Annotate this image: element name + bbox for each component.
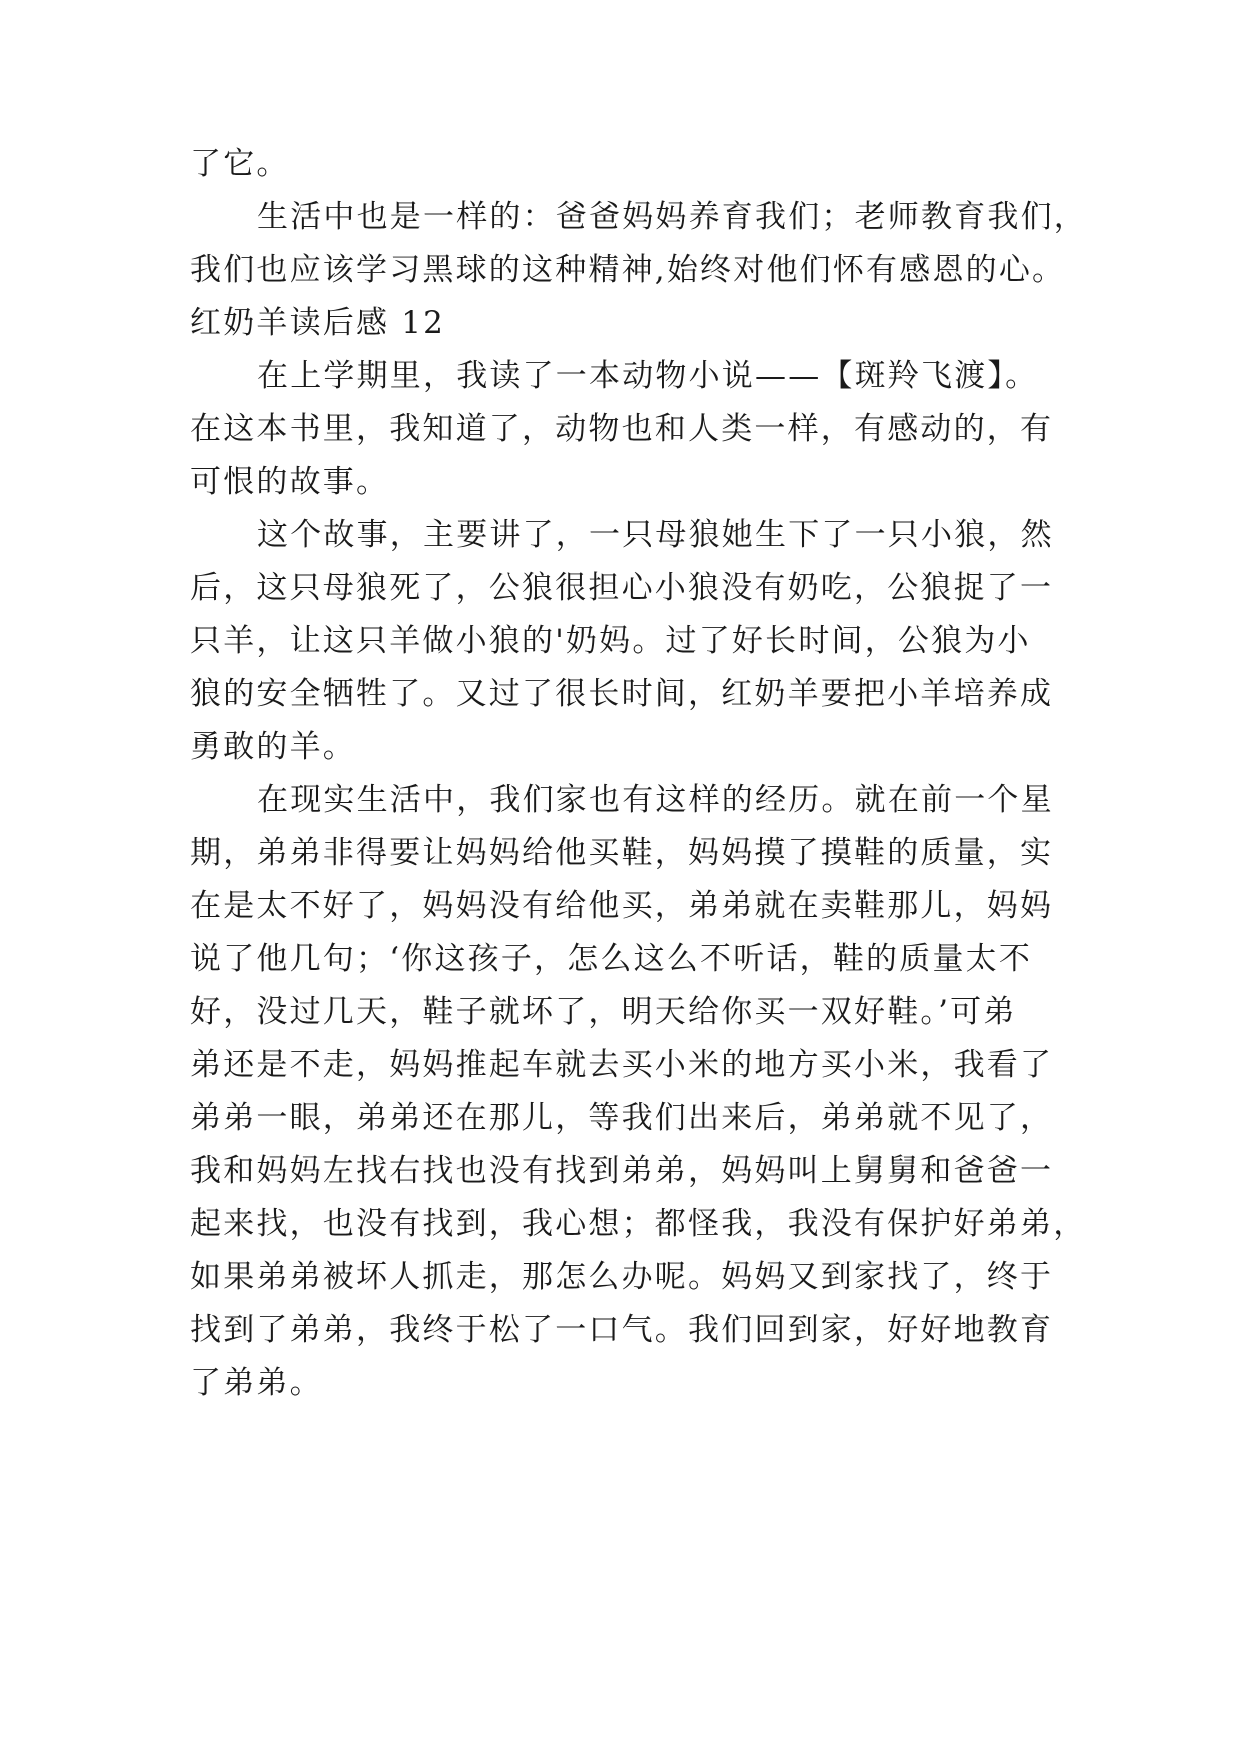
paragraph-first-line: 在上学期里，我读了一本动物小说——【斑羚飞渡】。 (257, 358, 1039, 394)
text-line: 了弟弟。 (190, 1365, 323, 1401)
paragraph-first-line: 这个故事，主要讲了，一只母狼她生下了一只小狼，然 (257, 517, 1054, 553)
text-line: 在这本书里，我知道了，动物也和人类一样，有感动的，有 (190, 411, 1054, 447)
text-line: 可恨的故事。 (190, 464, 390, 500)
text-line: 只羊，让这只羊做小狼的'奶妈。过了好长时间，公狼为小 (190, 623, 1031, 659)
text-line: 弟弟一眼，弟弟还在那儿，等我们出来后，弟弟就不见了， (190, 1100, 1054, 1136)
text-line: 期，弟弟非得要让妈妈给他买鞋，妈妈摸了摸鞋的质量，实 (190, 835, 1054, 871)
text-line: 起来找，也没有找到，我心想；都怪我，我没有保护好弟弟， (190, 1206, 1087, 1242)
text-line: 在是太不好了，妈妈没有给他买，弟弟就在卖鞋那儿，妈妈 (190, 888, 1054, 924)
text-line: 我们也应该学习黑球的这种精神,始终对他们怀有感恩的心。 (190, 252, 1066, 288)
text-line: 勇敢的羊。 (190, 729, 356, 765)
paragraph-first-line: 生活中也是一样的：爸爸妈妈养育我们；老师教育我们， (257, 199, 1087, 235)
text-line: 我和妈妈左找右找也没有找到弟弟，妈妈叫上舅舅和爸爸一 (190, 1153, 1054, 1189)
text-line: 弟还是不走，妈妈推起车就去买小米的地方买小米，我看了 (190, 1047, 1054, 1083)
text-line: 说了他几句；‘你这孩子，怎么这么不听话，鞋的质量太不 (190, 941, 1033, 977)
text-line: 了它。 (190, 146, 290, 182)
paragraph-first-line: 在现实生活中，我们家也有这样的经历。就在前一个星 (257, 782, 1054, 818)
section-title: 红奶羊读后感 12 (190, 305, 446, 341)
text-line: 如果弟弟被坏人抓走，那怎么办呢。妈妈又到家找了，终于 (190, 1259, 1054, 1295)
text-line: 后，这只母狼死了，公狼很担心小狼没有奶吃，公狼捉了一 (190, 570, 1054, 606)
text-line: 找到了弟弟，我终于松了一口气。我们回到家，好好地教育 (190, 1312, 1054, 1348)
text-line: 好，没过几天，鞋子就坏了，明天给你买一双好鞋。’可弟 (190, 994, 1017, 1030)
text-line: 狼的安全牺牲了。又过了很长时间，红奶羊要把小羊培养成 (190, 676, 1054, 712)
